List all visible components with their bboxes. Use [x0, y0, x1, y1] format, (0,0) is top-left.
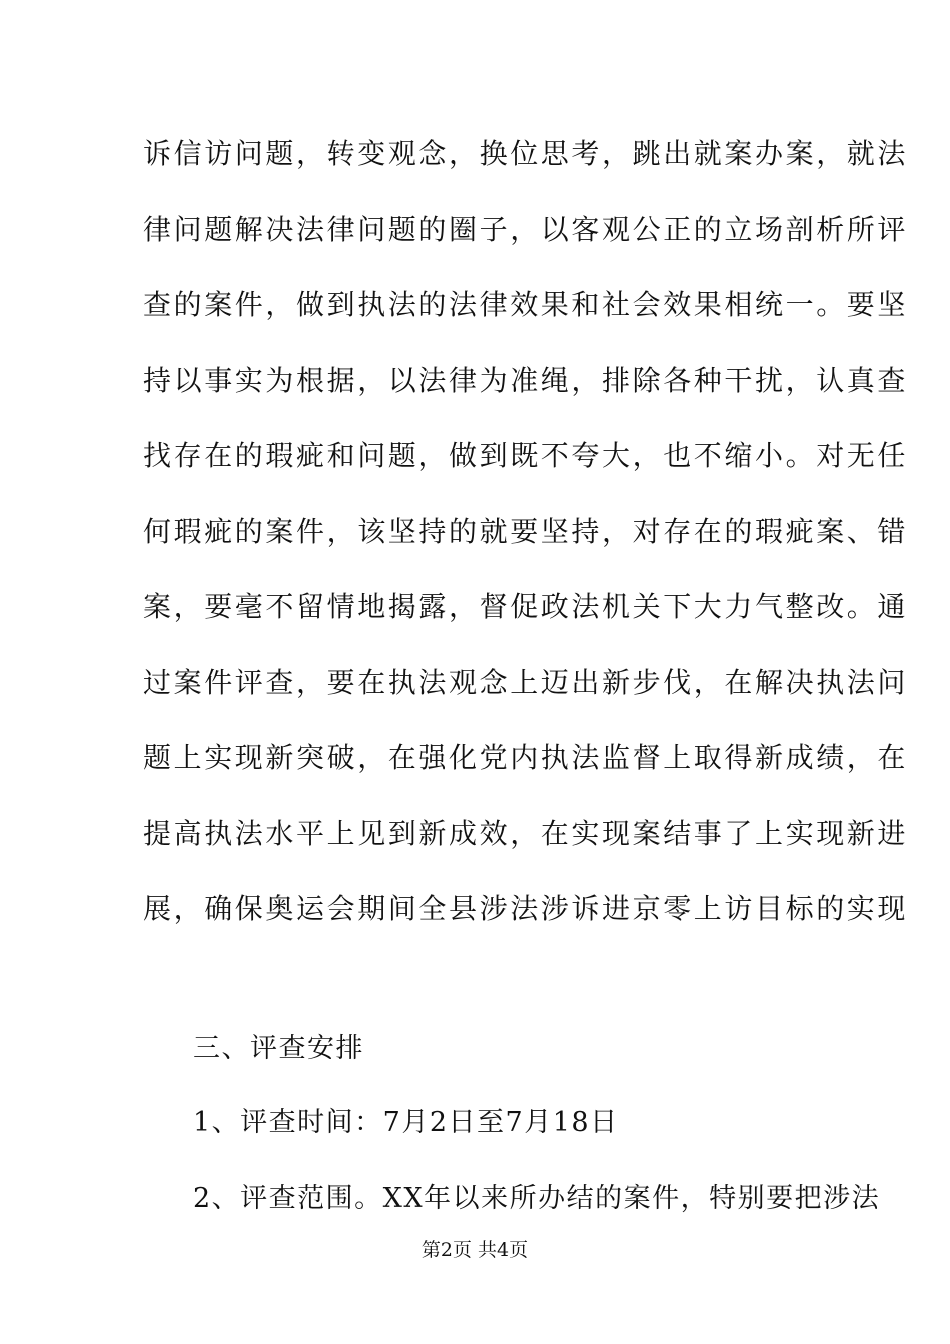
paragraph-line-11: 展，确保奥运会期间全县涉法涉诉进京零上访目标的实现 — [143, 892, 909, 925]
page-number-footer: 第2页 共4页 — [421, 1239, 529, 1261]
list-item-review-scope: 2、评查范围。XX年以来所办结的案件，特别要把涉法 — [193, 1183, 881, 1214]
paragraph-line-9: 题上实现新突破，在强化党内执法监督上取得新成绩，在 — [143, 741, 909, 774]
paragraph-line-1: 诉信访问题，转变观念，换位思考，跳出就案办案，就法 — [143, 137, 909, 170]
paragraph-line-6: 何瑕疵的案件，该坚持的就要坚持，对存在的瑕疵案、错 — [143, 514, 909, 548]
paragraph-line-4: 持以事实为根据，以法律为准绳，排除各种干扰，认真查 — [143, 363, 909, 397]
paragraph-line-2: 律问题解决法律问题的圈子，以客观公正的立场剖析所评 — [143, 212, 909, 246]
paragraph — [143, 128, 909, 959]
paragraph-line-8: 过案件评查，要在执法观念上迈出新步伐，在解决执法问 — [143, 665, 909, 699]
paragraph-line-3: 查的案件，做到执法的法律效果和社会效果相统一。要坚 — [143, 288, 909, 321]
paragraph-line-10: 提高执法水平上见到新成效，在实现案结事了上实现新进 — [143, 816, 909, 850]
paragraph-line-5: 找存在的瑕疵和问题，做到既不夸大，也不缩小。对无任 — [143, 439, 909, 472]
paragraph-line-7: 案，要毫不留情地揭露，督促政法机关下大力气整改。通 — [143, 590, 909, 623]
list-item-review-time: 1、评查时间：7月2日至7月18日 — [193, 1107, 619, 1138]
section-heading: 三、评查安排 — [193, 1033, 364, 1064]
